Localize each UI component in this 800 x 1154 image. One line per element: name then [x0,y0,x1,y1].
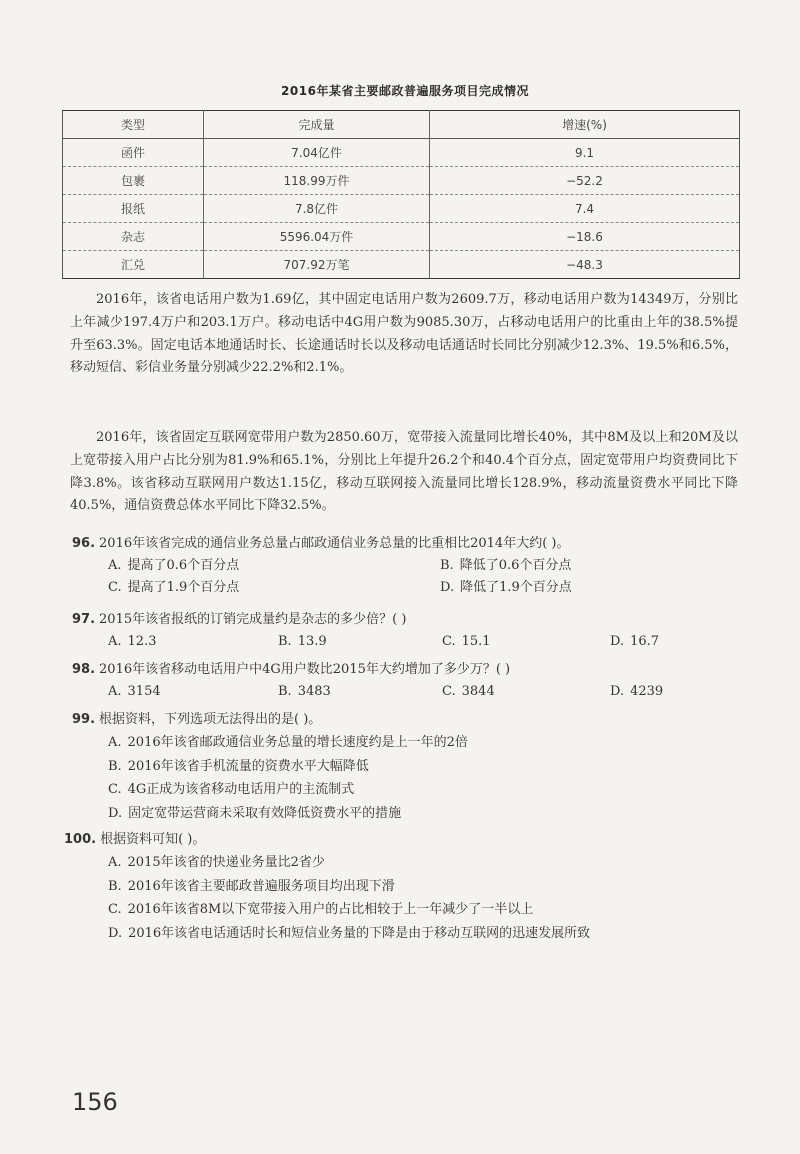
stats-table [62,110,740,279]
question-text: 2015年该省报纸的订销完成量约是杂志的多少倍？( ) [99,612,407,627]
paragraph-broadband: 2016年，该省固定互联网宽带用户数为2850.60万，宽带接入流量同比增长40%，其中8M及以上和20M及以上宽带接入用户占比分别为81.9%和65.1%，分别比上年提升26.2个和40.4个百分点，固定宽带用户均资费同比下降3.8%。该省移动互联网用户数达1.15亿，移动互联网接入流量同比增长128.9%，移动流量资费水平同比下降40.5%，通信资费总体水平同比下降32.5%。 [70,430,738,514]
question-number: 99. [72,712,96,727]
question-99 [72,709,752,829]
cell-growth: −52.2 [430,167,740,195]
table-row [63,195,740,223]
question-number: 100. [64,832,97,847]
cell-type: 报纸 [63,195,204,223]
option-c[interactable]: C. 15.1 [442,634,491,649]
question-text: 2016年该省完成的通信业务总量占邮政通信业务总量的比重相比2014年大约( )。 [99,536,570,551]
question-97 [72,609,752,659]
cell-type: 杂志 [63,223,204,251]
option-c[interactable]: C. 2016年该省8M以下宽带接入用户的占比相较于上一年减少了一半以上 [108,902,534,917]
question-stem [72,709,752,731]
option-b[interactable]: B. 2016年该省手机流量的资费水平大幅降低 [108,758,369,774]
cell-growth: −48.3 [566,257,603,272]
option-d[interactable]: D. 4239 [610,684,664,699]
table-row [63,251,740,279]
cell-growth: 7.4 [430,195,740,223]
question-number: 98. [72,662,96,677]
cell-growth: 9.1 [430,139,740,167]
cell-amount: 707.92万笔 [204,251,430,279]
option-c[interactable]: C. 提高了1.9个百分点 [108,580,240,595]
option-d[interactable]: D. 降低了1.9个百分点 [440,580,572,595]
question-stem [72,533,752,555]
table-row [63,139,740,167]
cell-amount: 7.8亿件 [204,195,430,223]
option-d[interactable]: D. 16.7 [610,634,660,649]
cell-growth: −18.6 [430,223,740,251]
question-text: 根据资料可知( )。 [100,832,206,847]
option-b[interactable]: B. 13.9 [278,634,327,649]
option-b[interactable]: B. 2016年该省主要邮政普遍服务项目均出现下滑 [108,878,395,894]
option-a[interactable]: A. 12.3 [108,634,157,649]
page-number: 156 [72,1088,118,1116]
option-b[interactable]: B. 3483 [278,684,331,699]
option-a[interactable]: A. 2015年该省的快递业务量比2省少 [108,855,325,870]
option-a[interactable]: A. 2016年该省邮政通信业务总量的增长速度约是上一年的2倍 [108,735,468,750]
question-96 [72,533,752,609]
question-text: 2016年该省移动电话用户中4G用户数比2015年大约增加了多少万？( ) [99,662,511,677]
question-number: 97. [72,612,96,627]
question-number: 96. [72,536,96,551]
cell-type: 包裹 [63,167,204,195]
question-stem [72,659,752,681]
question-text: 根据资料，下列选项无法得出的是( )。 [99,712,322,727]
cell-amount: 7.04亿件 [204,139,430,167]
table-row [63,223,740,251]
option-a[interactable]: A. 3154 [108,684,161,699]
option-c[interactable]: C. 3844 [442,684,495,699]
table-header-row [63,111,740,139]
option-c[interactable]: C. 4G正成为该省移动电话用户的主流制式 [108,782,355,797]
option-a[interactable]: A. 提高了0.6个百分点 [108,558,240,573]
header-growth: 增速(%) [430,111,740,139]
cell-amount: 5596.04万件 [204,223,430,251]
question-98 [72,659,752,709]
option-d[interactable]: D. 固定宽带运营商未采取有效降低资费水平的措施 [108,805,402,821]
option-d[interactable]: D. 2016年该省电话通话时长和短信业务量的下降是由于移动互联网的迅速发展所致 [108,925,591,941]
cell-type: 函件 [63,139,204,167]
cell-type: 汇兑 [63,251,204,279]
question-100 [64,829,752,949]
header-amount: 完成量 [204,111,430,139]
table-row [63,167,740,195]
header-type: 类型 [63,111,204,139]
paragraph-phone-users: 2016年，该省电话用户数为1.69亿，其中固定电话用户数为2609.7万，移动电话用户数为14349万，分别比上年减少197.4万户和203.1万户。移动电话中4G用户数为9085.30万，占移动电话用户的比重由上年的38.5%提升至63.3%。固定电话本地通话时长、长途通话时长以及移动电话通话时长同比分别减少12.3%、19.5%和6.5%，移动短信、彩信业务量分别减少22.2%和2.1%。 [70,292,738,376]
question-stem [64,829,752,851]
question-stem [72,609,752,631]
table-title: 2016年某省主要邮政普遍服务项目完成情况 [281,84,529,98]
option-b[interactable]: B. 降低了0.6个百分点 [440,558,572,573]
question-list [64,533,752,949]
cell-amount: 118.99万件 [204,167,430,195]
